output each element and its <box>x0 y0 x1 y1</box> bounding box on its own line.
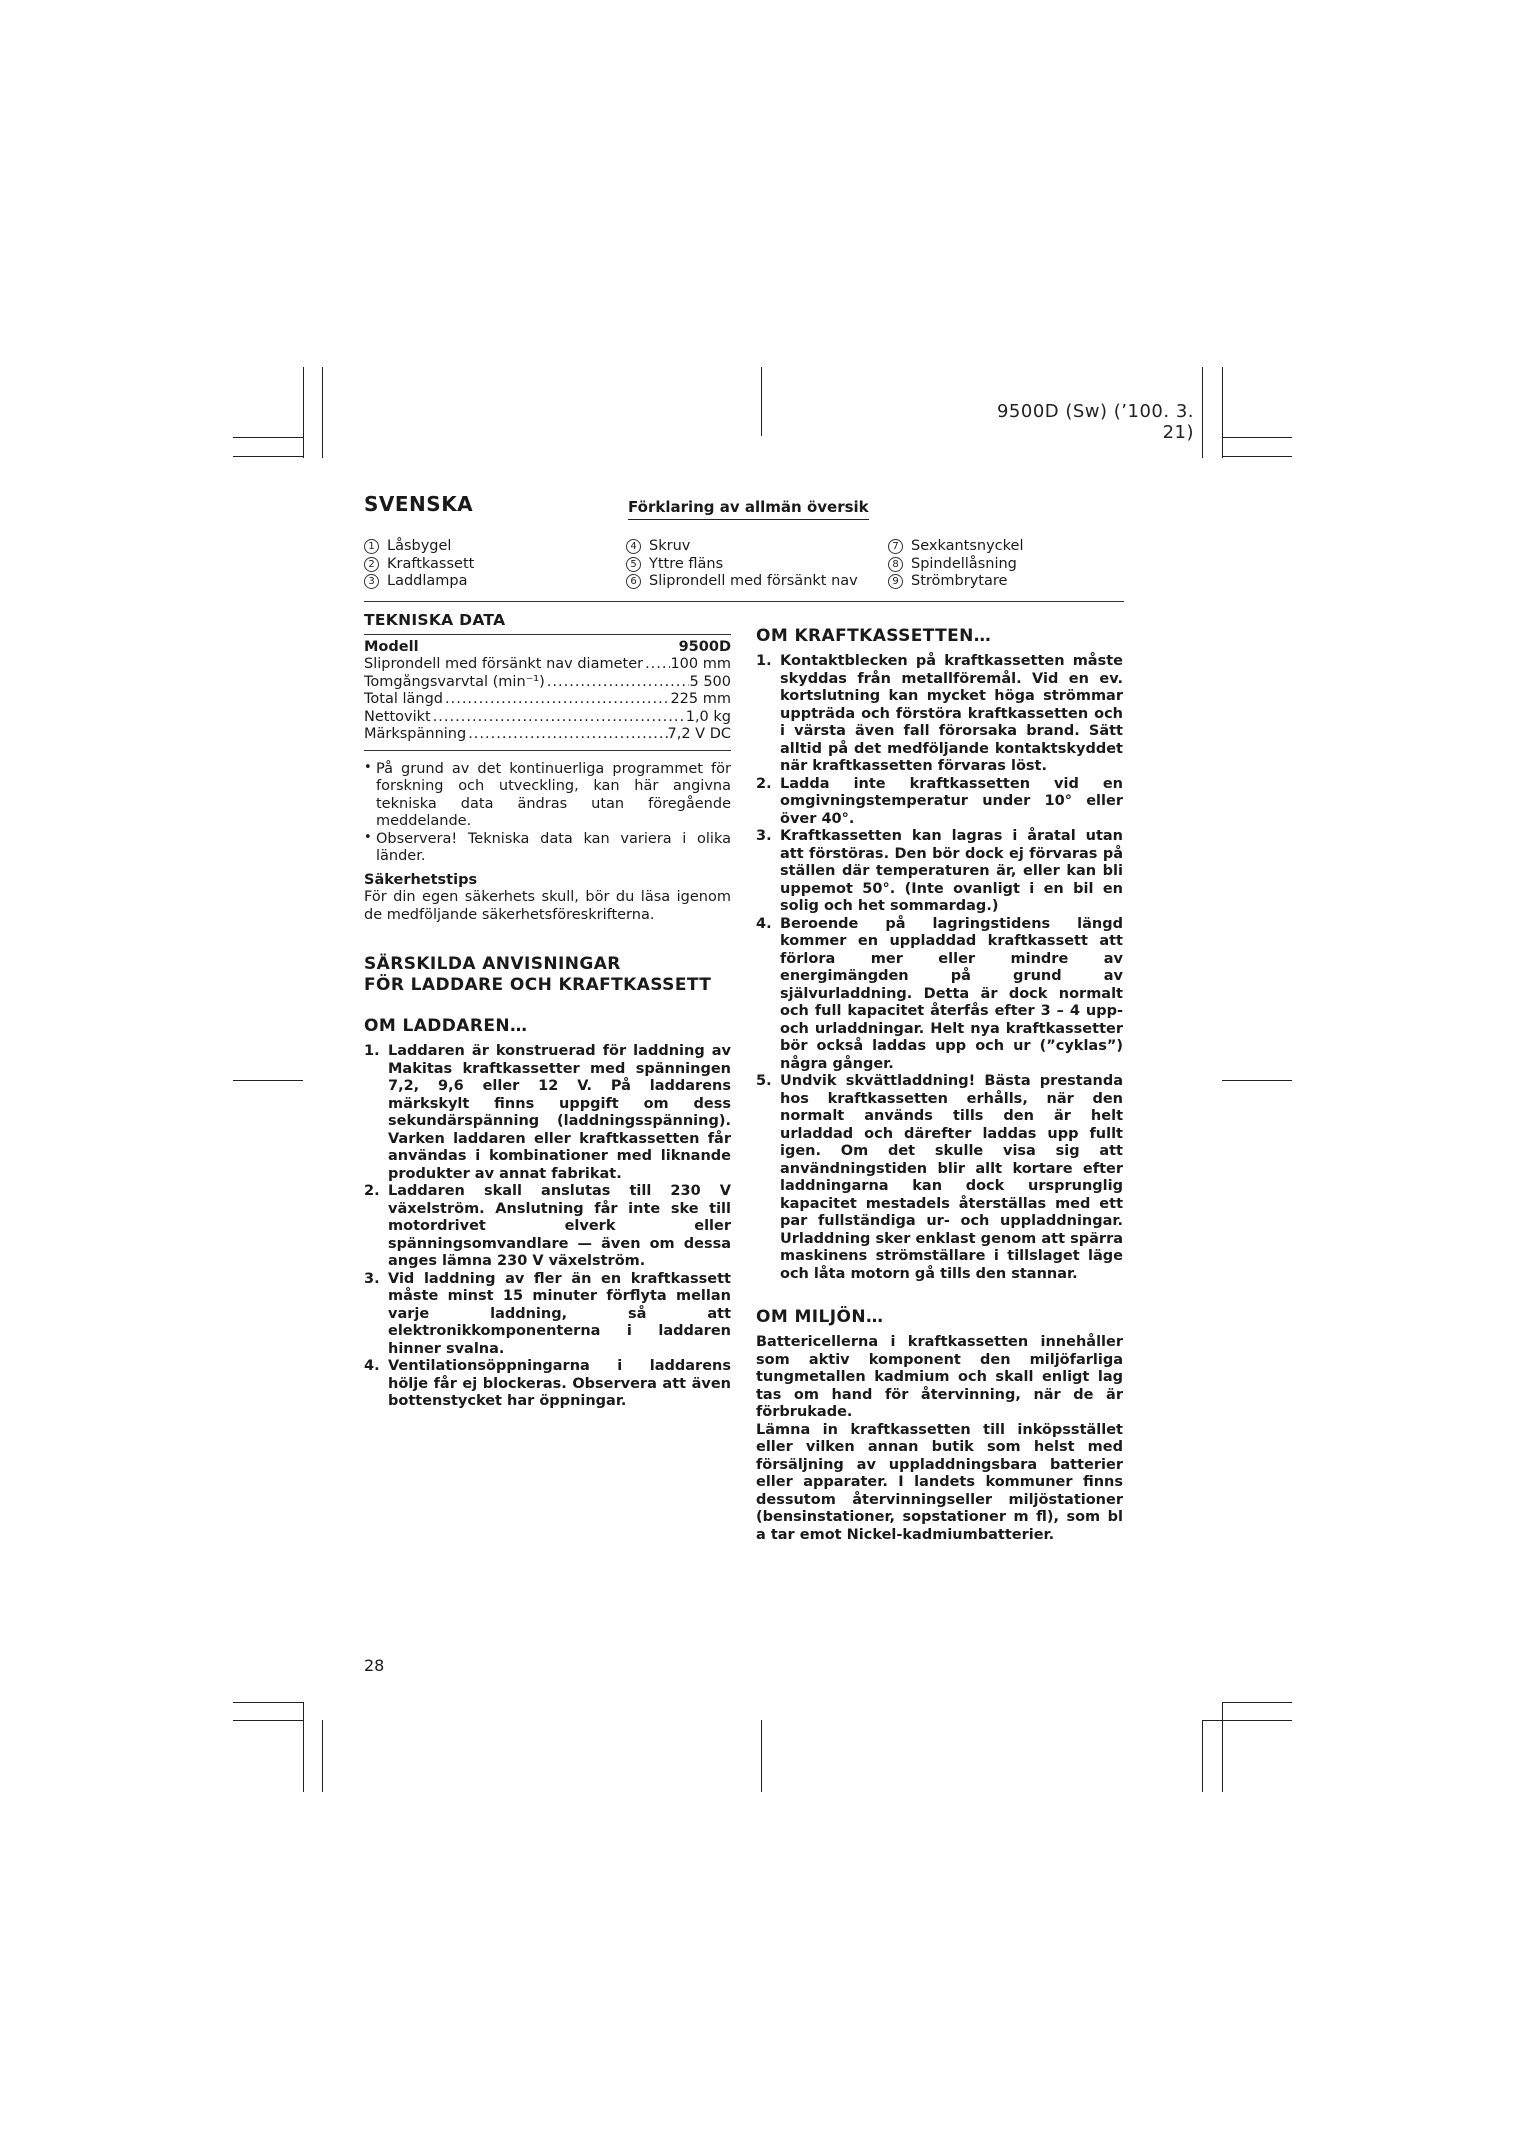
list-item: 2. Laddaren skall anslutas till 230 V växelström. Anslutning får inte ske till motordrivet elverk eller spänningsomvandlare — även om dessa anges lämna 230 V växelström. <box>364 1183 731 1269</box>
specs-title: TEKNISKA DATA <box>364 611 506 629</box>
parts-column-2 <box>626 538 858 591</box>
parts-column-3 <box>888 538 1023 591</box>
number-circle-icon: 2 <box>364 557 379 572</box>
spec-row: Tomgångsvarvtal (min⁻¹) ..... 5 500 <box>364 674 731 692</box>
list-item: 1. Kontaktblecken på kraftkassetten måste skyddas från metallföremål. Vid en ev. kortslutning kan mycket höga strömmar uppträda och förstöra kraftkassetten och i värsta även fall förorsaka brand. Sätt alltid på det medföljande kontaktskyddet när kraftkassetten förvaras löst. <box>756 653 1123 774</box>
document-code: 9500D (Sw) (’100. 3. 21) <box>996 401 1194 443</box>
list-item: 4. Ventilationsöppningarna i laddarens hölje får ej blockeras. Observera att även bottenstycket har öppningar. <box>364 1358 731 1409</box>
charger-list <box>364 1043 731 1411</box>
safety-text: För din egen säkerhets skull, bör du läsa igenom de medföljande säkerhetsföreskrifterna. <box>364 889 731 923</box>
divider <box>364 750 731 751</box>
page-number: 28 <box>364 1656 385 1675</box>
bullet-icon: • <box>364 759 372 775</box>
spec-row: Nettovikt ..... 1,0 kg <box>364 709 731 727</box>
spec-row: Total längd ..... 225 mm <box>364 691 731 709</box>
spec-row: Sliprondell med försänkt nav diameter ..... 100 mm <box>364 656 731 674</box>
part-item: 2 Kraftkassett <box>364 556 474 574</box>
safety-title: Säkerhetstips <box>364 871 478 888</box>
parts-column-1 <box>364 538 474 591</box>
section-divider <box>364 601 1124 602</box>
charger-title: OM LADDAREN… <box>364 1016 528 1036</box>
overview-title: Förklaring av allmän översik <box>628 498 869 520</box>
special-title-line-1: SÄRSKILDA ANVISNINGAR <box>364 954 621 974</box>
number-circle-icon: 8 <box>888 557 903 572</box>
bullet-icon: • <box>364 829 372 845</box>
spec-note: • Observera! Tekniska data kan variera i olika länder. <box>364 829 731 864</box>
part-item: 3 Laddlampa <box>364 573 474 591</box>
part-item: 7 Sexkantsnyckel <box>888 538 1023 556</box>
spec-row: Märkspänning ..... 7,2 V DC <box>364 726 731 744</box>
environment-paragraph: Battericellerna i kraftkassetten innehåller som aktiv komponent den miljöfarliga tungmetallen kadmium och skall enligt lag tas om hand för återvinning, när de är förbrukade. <box>756 1334 1123 1420</box>
spec-note: • På grund av det kontinuerliga programmet för forskning och utveckling, kan här angivna tekniska data ändras utan föregående meddelande. <box>364 759 731 829</box>
part-item: 4 Skruv <box>626 538 858 556</box>
right-column <box>756 626 1123 1544</box>
battery-list <box>756 653 1123 1283</box>
left-column <box>364 612 731 1411</box>
list-item: 1. Laddaren är konstruerad för laddning av Makitas kraftkassetter med spänningen 7,2, 9,6 eller 12 V. På laddarens märkskylt finns uppgift om dess sekundärspänning (laddningsspänning). Varken laddaren eller kraftkassetten får användas i kombinationer med liknande produkter av annat fabrikat. <box>364 1043 731 1182</box>
battery-title: OM KRAFTKASSETTEN… <box>756 626 992 646</box>
environment-title: OM MILJÖN… <box>756 1307 884 1327</box>
number-circle-icon: 4 <box>626 539 641 554</box>
list-item: 5. Undvik skvättladdning! Bästa prestanda hos kraftkassetten erhålls, när den normalt används tills den är helt urladdad och därefter laddas upp fullt igen. Om det skulle visa sig att användningstiden blir allt kortare efter laddningarna kan dock ursprunglig kapacitet mestadels återställas med ett par fullständiga ur- och uppladdningar. Urladdning sker enklast genom att spärra maskinens strömställare i tillslaget läge och låta motorn gå tills den stannar. <box>756 1073 1123 1282</box>
number-circle-icon: 3 <box>364 574 379 589</box>
divider <box>364 634 731 635</box>
part-item: 1 Låsbygel <box>364 538 474 556</box>
number-circle-icon: 6 <box>626 574 641 589</box>
part-item: 6 Sliprondell med försänkt nav <box>626 573 858 591</box>
environment-paragraph: Lämna in kraftkassetten till inköpsstället eller vilken annan butik som helst med försäljning av uppladdningsbara batterier eller apparater. I landets kommuner finns dessutom återvinningseller miljöstationer (bensinstationer, sopstationer m fl), som bl a tar emot Nickel-kadmiumbatterier. <box>756 1421 1123 1543</box>
special-title-line-2: FÖR LADDARE OCH KRAFTKASSETT <box>364 975 712 995</box>
list-item: 3. Vid laddning av fler än en kraftkassett måste minst 15 minuter förflyta mellan varje laddning, så att elektronikkomponenterna i laddaren hinner svalna. <box>364 1270 731 1357</box>
part-item: 9 Strömbrytare <box>888 573 1023 591</box>
number-circle-icon: 9 <box>888 574 903 589</box>
number-circle-icon: 1 <box>364 539 379 554</box>
list-item: 3. Kraftkassetten kan lagras i åratal utan att förstöras. Den bör dock ej förvaras på ställen där temperaturen är, eller kan bli uppemot 50°. (Inte ovanligt i en bil en solig och het sommardag.) <box>756 828 1123 914</box>
model-row: Modell 9500D <box>364 638 731 655</box>
part-item: 5 Yttre fläns <box>626 556 858 574</box>
list-item: 2. Ladda inte kraftkassetten vid en omgivningstemperatur under 10° eller över 40°. <box>756 775 1123 827</box>
number-circle-icon: 5 <box>626 557 641 572</box>
language-title: SVENSKA <box>364 492 474 516</box>
list-item: 4. Beroende på lagringstidens längd kommer en uppladdad kraftkassett att förlora mer eller mindre av energimängden på grund av självurladdning. Detta är dock normalt och full kapacitet återfås efter 3 – 4 upp- och urladdningar. Helt nya kraftkassetter bör också laddas upp och ur (”cyklas”) några gånger. <box>756 915 1123 1072</box>
number-circle-icon: 7 <box>888 539 903 554</box>
part-item: 8 Spindellåsning <box>888 556 1023 574</box>
